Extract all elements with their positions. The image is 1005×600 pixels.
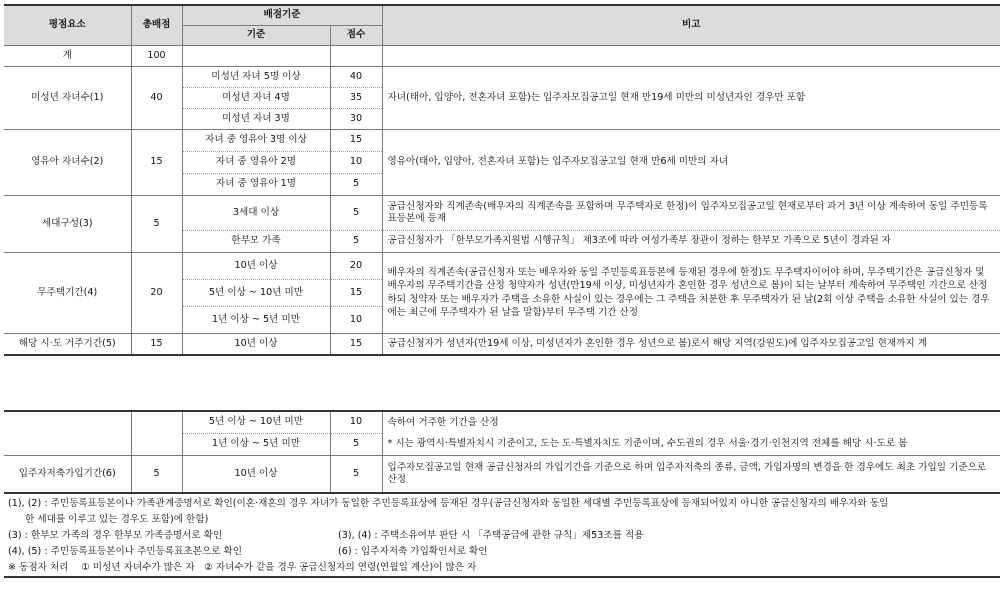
savings-remark: 입주자모집공고일 현재 공급신청자의 가입기간을 기준으로 하며 입주자저축의 종류, 금액, 가입자명의 변경을 한 경우에도 최초 가입일 기준으로 산정	[382, 455, 1000, 493]
total-criteria-empty	[182, 45, 330, 66]
residence-score: 10	[330, 411, 382, 433]
residence-remark: 속하여 거주한 기간을 산정	[382, 411, 1000, 433]
household-score: 5	[330, 230, 382, 252]
residence-criteria: 10년 이상	[182, 333, 330, 355]
header-total: 총배점	[131, 5, 182, 45]
children-remark: 자녀(태아, 입양아, 전혼자녀 포함)는 입주자모집공고일 현재 만19세 미만의 미성년자인 경우만 포함	[382, 66, 1000, 129]
homeless-criteria: 5년 이상 ~ 10년 미만	[182, 279, 330, 306]
household-total: 5	[131, 195, 182, 252]
note-6: (6) : 입주자저축 가입확인서로 확인	[338, 546, 488, 557]
savings-total: 5	[131, 455, 182, 493]
total-score-empty	[330, 45, 382, 66]
residence-criteria: 5년 이상 ~ 10년 미만	[182, 411, 330, 433]
infants-score: 5	[330, 173, 382, 195]
note-row-b	[8, 544, 1000, 560]
infants-label: 영유아 자녀수(2)	[4, 129, 131, 195]
residence-remark: 공급신청자가 성년자(만19세 이상, 미성년자가 혼인한 경우 성년으로 봄)로서 해당 지역(강원도)에 입주자모집공고일 현재까지 계	[382, 333, 1000, 355]
infants-remark: 영유아(태아, 입양아, 전혼자녀 포함)는 입주자모집공고일 현재 만6세 미만의 자녀	[382, 129, 1000, 195]
infants-score: 15	[330, 129, 382, 151]
residence-score: 5	[330, 433, 382, 455]
scoring-table	[4, 4, 1000, 356]
infants-score: 10	[330, 151, 382, 173]
header-criteria-group: 배점기준	[182, 5, 382, 25]
children-total: 40	[131, 66, 182, 129]
children-score: 35	[330, 87, 382, 108]
children-score: 30	[330, 108, 382, 129]
residence-score: 15	[330, 333, 382, 355]
homeless-score: 20	[330, 252, 382, 279]
infants-criteria: 자녀 중 영유아 2명	[182, 151, 330, 173]
household-criteria: 3세대 이상	[182, 195, 330, 230]
savings-score: 5	[330, 455, 382, 493]
household-score: 5	[330, 195, 382, 230]
homeless-remark: 배우자의 직계존속(공급신청자 또는 배우자와 동일 주민등록표등본에 등재된 경우에 한정)도 무주택자이어야 하며, 무주택기간은 공급신청자 및 배우자의 무주택기간을 산정 청약자가 성년(만19세 이상, 미성년자가 혼인한 경우 성년으로 봄)이 되는 날부터 계속하여 무주택인 기간으로 산정하되 청약자 또는 배우자가 주택을 소유한 사실이 있는 경우에는 그 주택을 처분한 후 무주택자가 된 날(2회 이상 주택을 소유한 사실이 있는 경우에는 최근에 무주택자가 된 날을 말함)부터 무주택 기간 산정	[382, 252, 1000, 333]
infants-total: 15	[131, 129, 182, 195]
note-3-4: (3), (4) : 주택소유여부 판단 시 「주택공급에 관한 규칙」제53조를 적용	[338, 530, 644, 541]
note-row-a	[8, 528, 1000, 544]
household-label: 세대구성(3)	[4, 195, 131, 252]
residence-total: 15	[131, 333, 182, 355]
residence-total-cont	[131, 411, 182, 455]
household-criteria: 한부모 가족	[182, 230, 330, 252]
homeless-label: 무주택기간(4)	[4, 252, 131, 333]
household-remark: 공급신청자와 직계존속(배우자의 직계존속을 포함하며 무주택자로 한정)이 입주자모집공고일 현재로부터 과거 3년 이상 계속하여 동일 주민등록표등본에 등재	[382, 195, 1000, 230]
header-criteria: 기준	[182, 25, 330, 45]
household-remark: 공급신청자가 「한부모가족지원법 시행규칙」 제3조에 따라 여성가족부 장관이 정하는 한부모 가족으로 5년이 경과된 자	[382, 230, 1000, 252]
savings-criteria: 10년 이상	[182, 455, 330, 493]
children-criteria: 미성년 자녀 5명 이상	[182, 66, 330, 87]
homeless-criteria: 1년 이상 ~ 5년 미만	[182, 306, 330, 333]
residence-label: 해당 시·도 거주기간(5)	[4, 333, 131, 355]
total-value: 100	[131, 45, 182, 66]
infants-criteria: 자녀 중 영유아 1명	[182, 173, 330, 195]
children-score: 40	[330, 66, 382, 87]
bottom-rule	[4, 576, 1000, 578]
children-criteria: 미성년 자녀 3명	[182, 108, 330, 129]
residence-label-cont	[4, 411, 131, 455]
tie-break-note: ※ 동점자 처리 ① 미성년 자녀수가 많은 자 ② 자녀수가 같을 경우 공급신청자의 연령(연월일 계산)이 많은 자	[8, 562, 477, 573]
homeless-total: 20	[131, 252, 182, 333]
children-label: 미성년 자녀수(1)	[4, 66, 131, 129]
note-1-2: (1), (2) : 주민등록표등본이나 가족관계증명서로 확인(이혼·재혼의 경우 자녀가 동일한 주민등록표상에 등재된 경우(공급신청자와 동일한 세대별 주민등록표상에 등재되어있지 아니한 공급신청자의 배우자와 동일	[8, 498, 889, 509]
homeless-score: 10	[330, 306, 382, 333]
residence-remark: * 시는 광역시·특별자치시 기준이고, 도는 도·특별자치도 기준이며, 수도권의 경우 서울·경기·인천지역 전체를 해당 시·도로 봄	[382, 433, 1000, 455]
residence-criteria: 1년 이상 ~ 5년 미만	[182, 433, 330, 455]
total-remark-empty	[382, 45, 1000, 66]
homeless-score: 15	[330, 279, 382, 306]
header-factor: 평점요소	[4, 5, 131, 45]
footnotes	[8, 496, 1000, 576]
header-remarks: 비고	[382, 5, 1000, 45]
note-1-2-cont: 한 세대를 이루고 있는 경우도 포함)에 한함)	[25, 514, 209, 525]
infants-criteria: 자녀 중 영유아 3명 이상	[182, 129, 330, 151]
savings-label: 입주자저축가입기간(6)	[4, 455, 131, 493]
header-score: 점수	[330, 25, 382, 45]
homeless-criteria: 10년 이상	[182, 252, 330, 279]
children-criteria: 미성년 자녀 4명	[182, 87, 330, 108]
scoring-table-continued	[4, 410, 1000, 494]
total-label: 계	[4, 45, 131, 66]
note-3: (3) : 한부모 가족의 경우 한부모 가족증명서로 확인	[8, 530, 223, 541]
note-4-5: (4), (5) : 주민등록표등본이나 주민등록표초본으로 확인	[8, 546, 243, 557]
